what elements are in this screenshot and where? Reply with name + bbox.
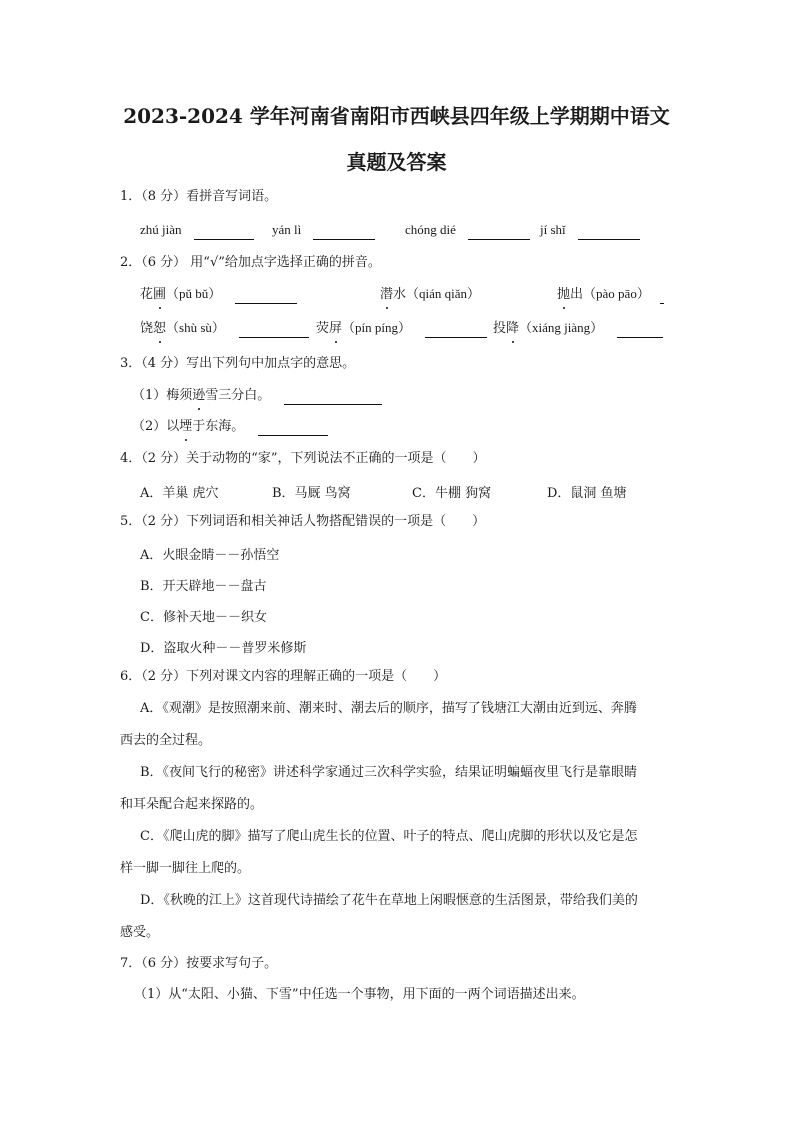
q3-text: 雪三分白。 (205, 388, 271, 403)
q2-item-4 (140, 319, 309, 338)
q6-option-a-line1[interactable]: A．《观潮》是按照潮来前、潮来时、潮去后的顺序，描写了钱塘江大潮由近到远、奔腾 (140, 701, 637, 716)
dotted-char: 抛 (557, 287, 571, 302)
q5-option-d[interactable]: D．盗取火种－－普罗米修斯 (140, 641, 307, 656)
q5-stem: 5．（2 分）下列词语和相关神话人物搭配错误的一项是（ ） (120, 514, 486, 529)
q3-text: （1）梅须 (132, 388, 193, 403)
q6-option-c-line2: 样一脚一脚往上爬的。 (120, 861, 251, 876)
answer-blank[interactable] (660, 290, 664, 304)
q6-option-d-line2: 感受。 (120, 925, 160, 940)
dotted-char: 逊 (192, 388, 206, 403)
q2-options: （pǔ bǔ） (166, 286, 222, 301)
q4-option-d[interactable]: D．鼠洞 鱼塘 (547, 486, 627, 501)
q2-stem: 2．（6 分） 用“√”给加点字选择正确的拼音。 (120, 255, 381, 270)
q5-option-b[interactable]: B．开天辟地－－盘古 (140, 579, 267, 594)
q2-options: （xiáng jiàng） (519, 320, 604, 335)
dotted-char: 圃 (153, 287, 167, 302)
q1-pinyin-1: zhú jiàn (140, 222, 182, 237)
answer-blank[interactable] (425, 324, 487, 338)
q5-option-c[interactable]: C．修补天地－－织女 (140, 610, 267, 625)
q4-option-b[interactable]: B．马厩 鸟窝 (272, 486, 351, 501)
q1-pinyin-3: chóng dié (405, 222, 456, 237)
q3-stem: 3．（4 分）写出下列句中加点字的意思。 (120, 356, 356, 371)
q5-option-a[interactable]: A．火眼金睛－－孙悟空 (140, 548, 280, 563)
dotted-char: 潜 (380, 287, 394, 302)
answer-blank[interactable] (284, 391, 382, 405)
q7-stem: 7．（6 分）按要求写句子。 (120, 956, 278, 971)
q6-option-d-line1[interactable]: D．《秋晚的江上》这首现代诗描绘了花牛在草地上闲暇惬意的生活图景，带给我们美的 (140, 893, 638, 908)
q2-item-1 (140, 285, 297, 304)
answer-blank[interactable] (258, 422, 328, 436)
q2-options: （shù sù） (166, 320, 225, 335)
q2-item-2 (380, 285, 480, 304)
q4-option-a[interactable]: A．羊巢 虎穴 (140, 486, 219, 501)
q2-options: （pào pāo） (583, 286, 650, 301)
q6-option-a-line2: 西去的全过程。 (120, 733, 212, 748)
answer-blank[interactable] (313, 226, 375, 240)
q2-item-6 (493, 319, 663, 338)
q6-stem: 6．（2 分）下列对课文内容的理解正确的一项是（ ） (120, 669, 447, 684)
q2-options: （qián qiǎn） (406, 286, 481, 301)
q3-sentence-1 (132, 387, 382, 405)
q1-stem: 1．（8 分）看拼音写词语。 (120, 189, 278, 204)
q2-word-part: 投 (493, 321, 507, 336)
q2-options: （pín píng） (342, 320, 412, 335)
answer-blank[interactable] (578, 226, 640, 240)
q4-option-c[interactable]: C．牛棚 狗窝 (412, 486, 492, 501)
q2-word-part: 荧 (316, 321, 330, 336)
q1-item-1 (140, 221, 254, 240)
dotted-char: 降 (506, 321, 520, 336)
answer-blank[interactable] (235, 290, 297, 304)
q4-stem: 4．（2 分）关于动物的“家”，下列说法不正确的一项是（ ） (120, 451, 486, 466)
q3-text: 于东海。 (192, 419, 245, 434)
q6-option-b-line2: 和耳朵配合起来探路的。 (120, 797, 264, 812)
q2-word-part: 出 (570, 287, 584, 302)
dotted-char: 屏 (329, 321, 343, 336)
q2-word-part: 水 (393, 287, 407, 302)
dotted-char: 恕 (153, 321, 167, 336)
answer-blank[interactable] (194, 226, 254, 240)
q3-sentence-2 (132, 418, 328, 436)
q1-item-2 (272, 221, 375, 240)
q6-option-b-line1[interactable]: B．《夜间飞行的秘密》讲述科学家通过三次科学实验，结果证明蝙蝠夜里飞行是靠眼睛 (140, 765, 638, 780)
answer-blank[interactable] (239, 324, 309, 338)
q2-word-part: 花 (140, 287, 154, 302)
q2-word-part: 饶 (140, 321, 154, 336)
q1-item-3 (405, 221, 530, 240)
q3-text: （2）以 (132, 419, 180, 434)
page-title-line2: 真题及答案 (346, 150, 447, 174)
dotted-char: 堙 (179, 419, 193, 434)
q1-pinyin-4: jí shǐ (540, 222, 566, 237)
q1-item-4 (540, 221, 640, 240)
q7-sentence-1: （1）从“太阳、小猫、下雪”中任选一个事物，用下面的一两个词语描述出来。 (134, 987, 585, 1002)
answer-blank[interactable] (468, 226, 530, 240)
page-title-line1: 2023-2024 学年河南省南阳市西峡县四年级上学期期中语文 (123, 104, 670, 128)
q6-option-c-line1[interactable]: C．《爬山虎的脚》描写了爬山虎生长的位置、叶子的特点、爬山虎脚的形状以及它是怎 (140, 829, 638, 844)
q1-pinyin-2: yán lì (272, 222, 302, 237)
q2-item-3 (557, 285, 664, 304)
answer-blank[interactable] (617, 324, 663, 338)
q2-item-5 (316, 319, 487, 338)
